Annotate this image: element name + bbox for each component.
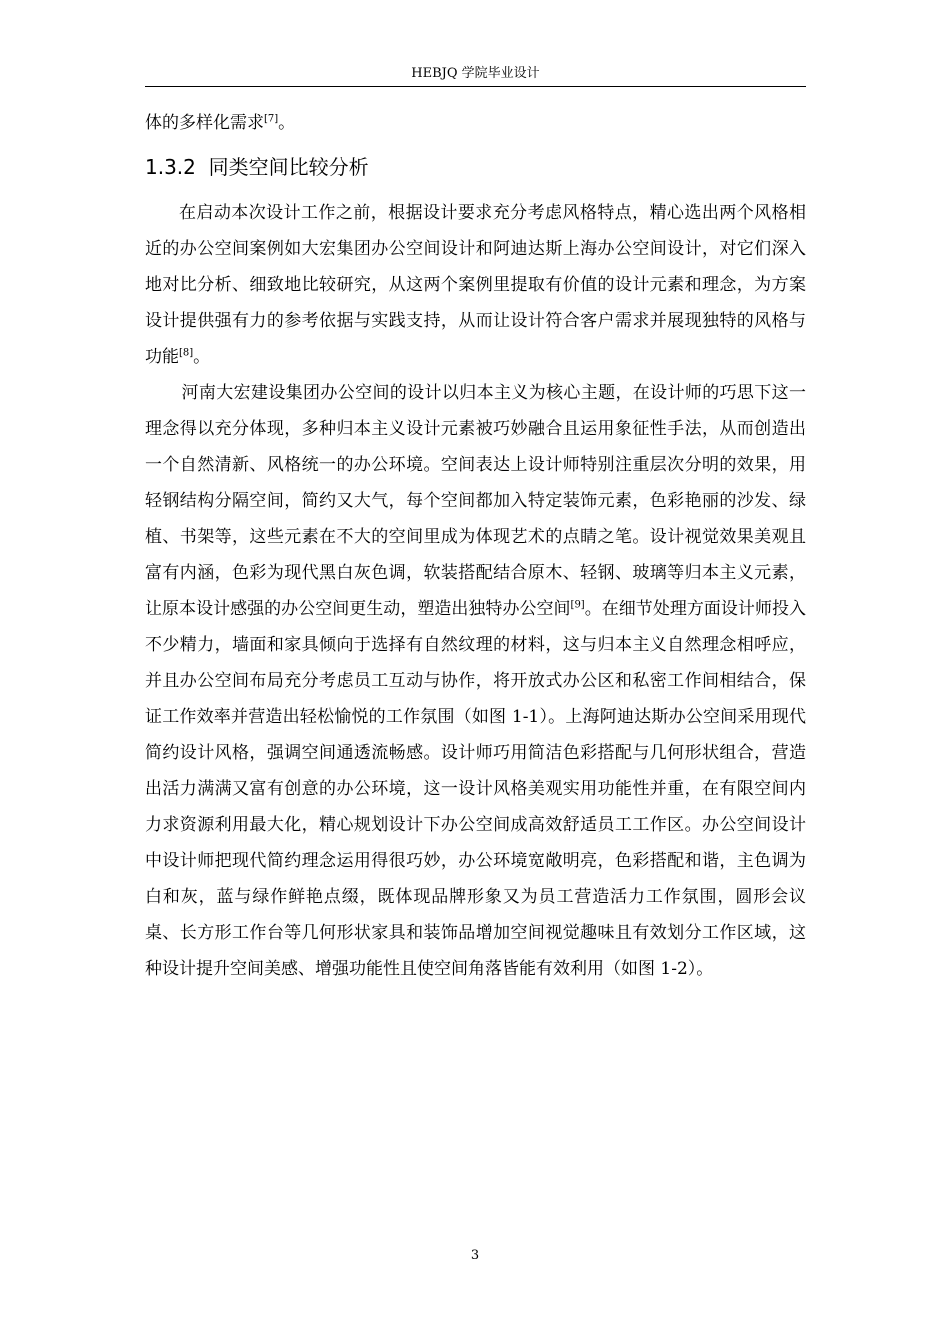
page-number: 3 xyxy=(470,1248,480,1263)
paragraph2-text-b: 。在细节处理方面设计师投入不少精力，墙面和家具倾向于选择有自然纹理的材料，这与归本主义自然理念相呼应，并且办公空间布局充分考虑员工互动与协作，将开放式办公区和私密工作间相结合，保证工作效率并营造出轻松愉悦的工作氛围（如图 1-1）。上海阿迪达斯办公空间采用现代简约设计风格，强调空间通透流畅感。设计师巧用简洁色彩搭配与几何形状组合，营造出活力满满又富有创意的办公环境，这一设计风格美观实用功能性并重，在有限空间内力求资源利用最大化，精心规划设计下办公空间成高效舒适员工工作区。办公空间设计中设计师把现代简约理念运用得很巧妙，办公环境宽敞明亮，色彩搭配和谐，主色调为白和灰，蓝与绿作鲜艳点缀，既体现品牌形象又为员工营造活力工作氛围，圆形会议桌、长方形工作台等几何形状家具和装饰品增加空间视觉趣味且有效划分工作区域，这种设计提升空间美感、增强功能性且使空间角落皆能有效利用（如图 1-2）。 xyxy=(145,599,807,979)
section-number: 1.3.2 xyxy=(145,155,196,179)
lead-tail: 。 xyxy=(278,113,296,133)
section-heading xyxy=(145,149,806,185)
paragraph1-text: 在启动本次设计工作之前，根据设计要求充分考虑风格特点，精心选出两个风格相近的办公空间案例如大宏集团办公空间设计和阿迪达斯上海办公空间设计，对它们深入地对比分析、细致地比较研究，从这两个案例里提取有价值的设计元素和理念，为方案设计提供强有力的参考依据与实践支持，从而让设计符合客户需求并展现独特的风格与功能 xyxy=(145,203,806,367)
header-title: HEBJQ 学院毕业设计 xyxy=(411,66,540,81)
paragraph2-text-a: 河南大宏建设集团办公空间的设计以归本主义为核心主题，在设计师的巧思下这一理念得以充分体现，多种归本主义设计元素被巧妙融合且运用象征性手法，从而创造出一个自然清新、风格统一的办公环境。空间表达上设计师特别注重层次分明的效果，用轻钢结构分隔空间，简约又大气，每个空间都加入特定装饰元素，色彩艳丽的沙发、绿植、书架等，这些元素在不大的空间里成为体现艺术的点睛之笔。设计视觉效果美观且富有内涵，色彩为现代黑白灰色调，软装搭配结合原木、轻钢、玻璃等归本主义元素，让原本设计感强的办公空间更生动，塑造出独特办公空间 xyxy=(145,383,806,619)
citation-7: [7] xyxy=(264,113,279,125)
document-body xyxy=(145,105,806,987)
section-title: 同类空间比较分析 xyxy=(208,155,369,179)
page-header xyxy=(145,64,806,87)
paragraph-case-analysis xyxy=(145,375,806,987)
citation-8: [8] xyxy=(179,347,194,359)
lead-paragraph xyxy=(145,105,806,141)
paragraph1-tail: 。 xyxy=(193,347,211,367)
citation-9: [9] xyxy=(570,599,585,611)
lead-text: 体的多样化需求 xyxy=(145,113,264,133)
paragraph-case-selection xyxy=(145,195,806,375)
